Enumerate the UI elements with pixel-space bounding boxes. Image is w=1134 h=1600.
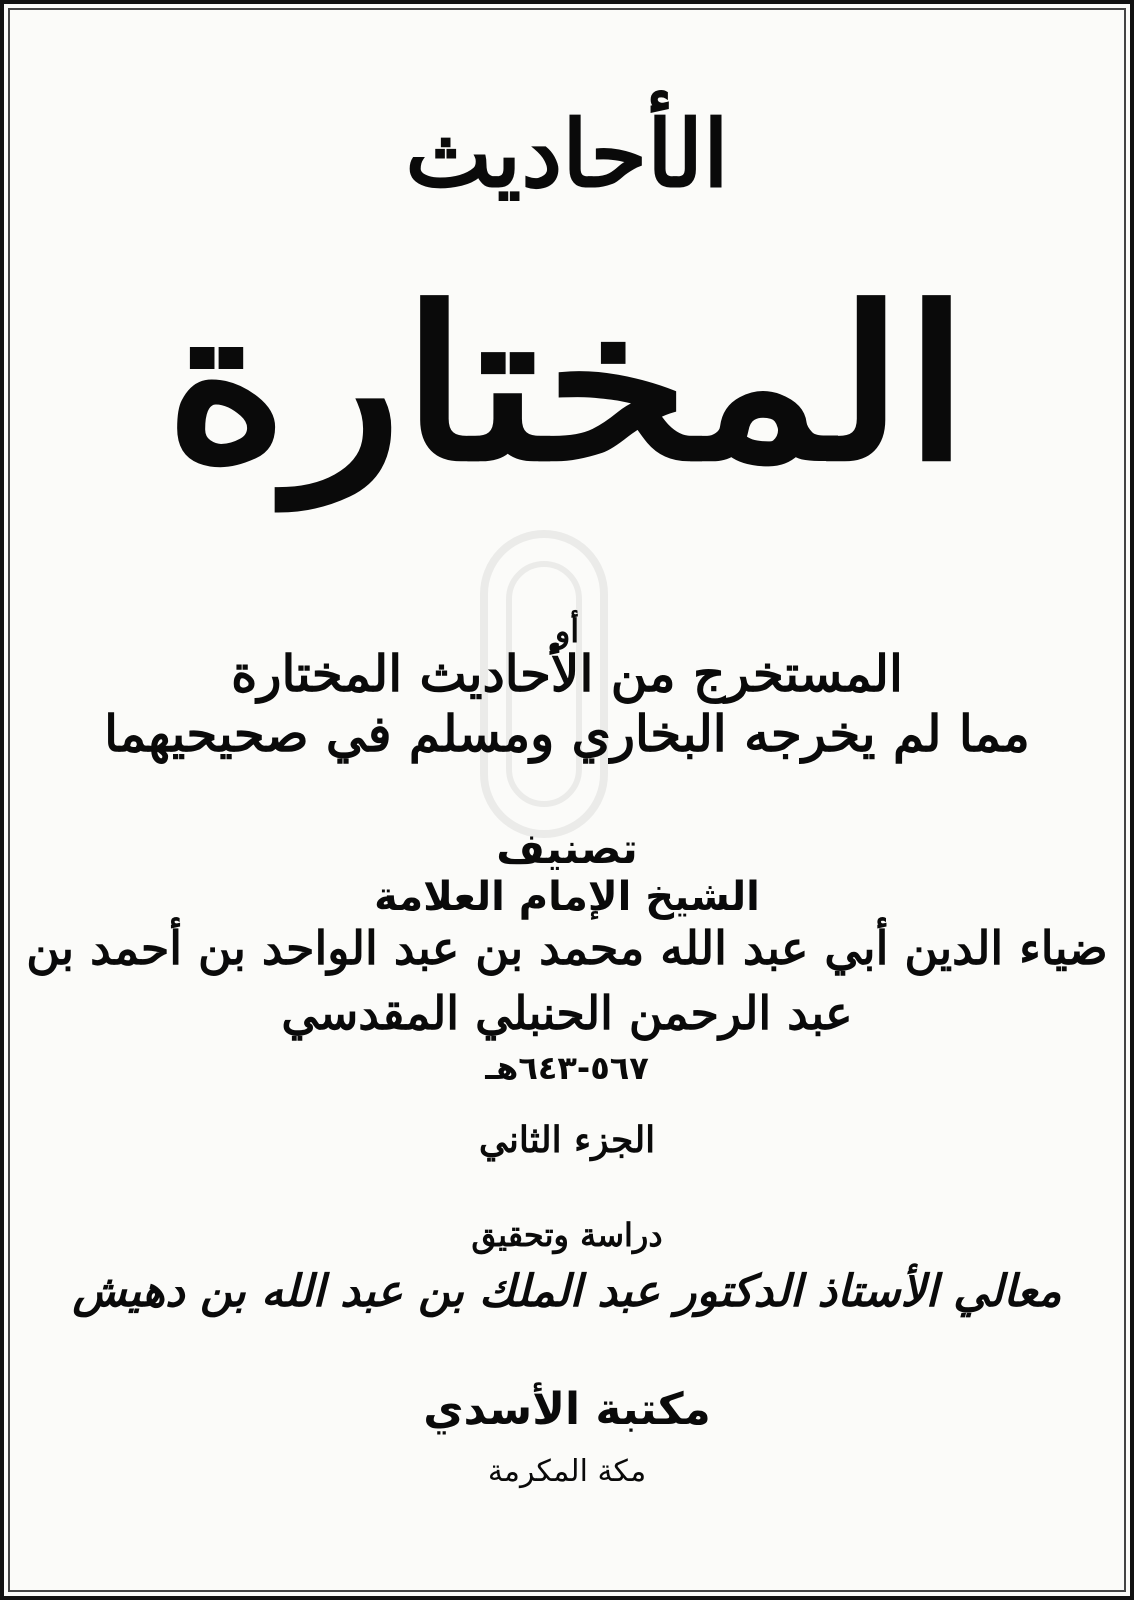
publisher-name: مكتبة الأسدي xyxy=(423,1384,711,1435)
volume-label: الجزء الثاني xyxy=(478,1119,656,1161)
editor-name: معالي الأستاذ الدكتور عبد الملك بن عبد الله بن دهيش xyxy=(72,1266,1062,1317)
subtitle-line-1: المستخرج من الأحاديث المختارة xyxy=(231,644,903,703)
author-title: الشيخ الإمام العلامة xyxy=(374,874,760,920)
title-line-1: الأحاديث xyxy=(405,100,729,208)
subtitle-line-2: مما لم يخرجه البخاري ومسلم في صحيحيهما xyxy=(104,704,1030,763)
or-label: أو xyxy=(554,612,580,650)
title-line-2: المختارة xyxy=(164,261,970,508)
publisher-city: مكة المكرمة xyxy=(487,1454,647,1489)
author-name-line-2: عبد الرحمن الحنبلي المقدسي xyxy=(281,986,853,1040)
author-heading: تصنيف xyxy=(496,824,638,873)
author-name-line-1: ضياء الدين أبي عبد الله محمد بن عبد الواحد بن أحمد بن xyxy=(26,921,1108,975)
study-label: دراسة وتحقيق xyxy=(471,1216,663,1254)
author-dates: ٥٦٧-٦٤٣هـ xyxy=(485,1049,649,1087)
